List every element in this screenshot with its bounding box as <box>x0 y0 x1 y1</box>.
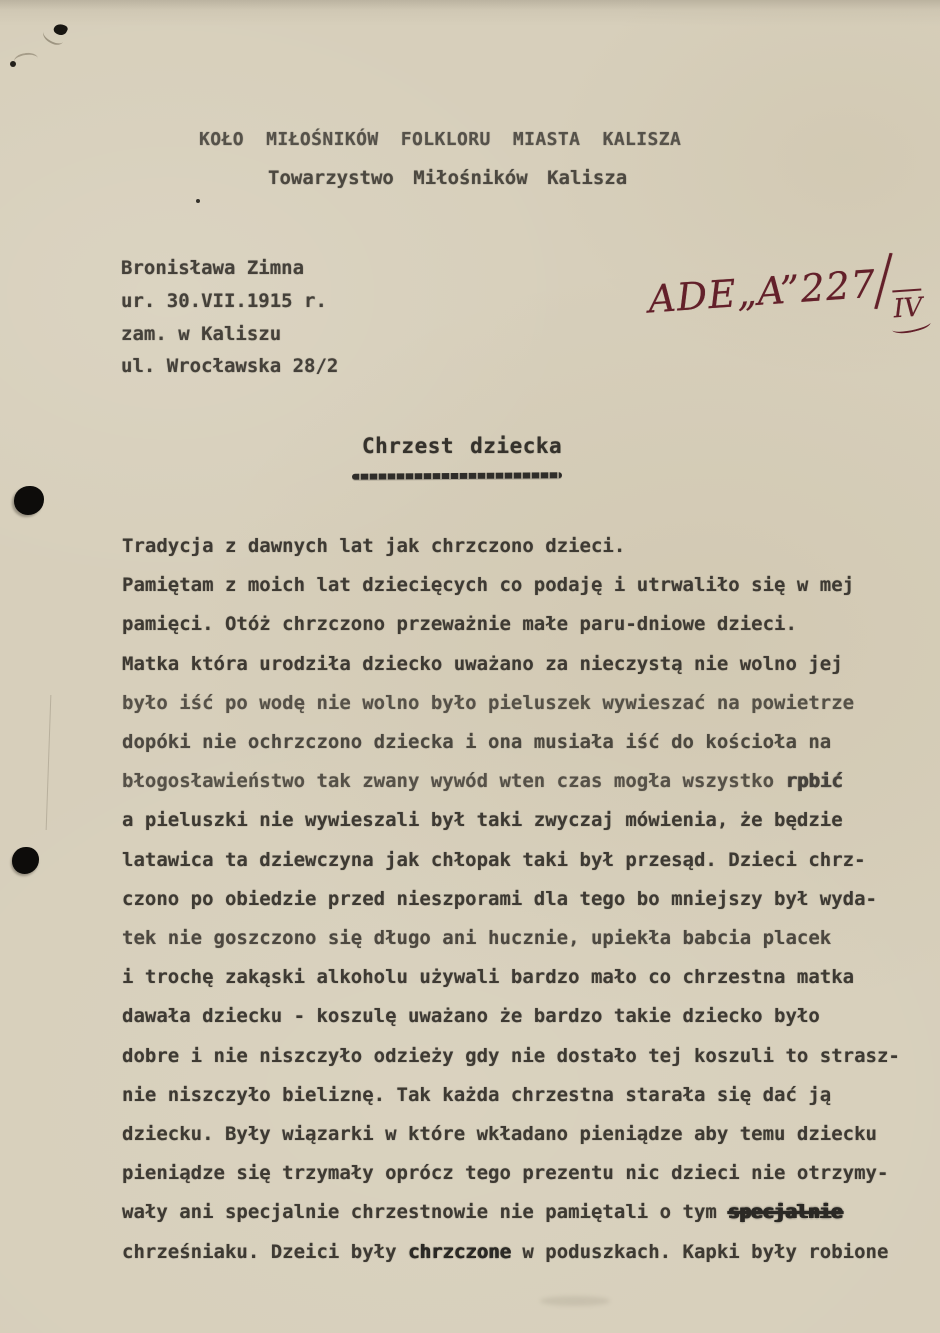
annotation-roman-numeral: IV <box>892 288 923 324</box>
organization-name: KOŁO MIŁOŚNIKÓW FOLKLORU MIASTA KALISZA <box>199 129 682 150</box>
body-text-line <box>122 723 922 762</box>
body-text-line <box>122 997 922 1036</box>
body-text-segment: Matka która urodziła dziecko uważano za nieczystą nie wolno jej <box>122 652 843 675</box>
body-text-line <box>122 919 922 958</box>
handwritten-archive-annotation <box>646 238 924 325</box>
body-text-segment: Tradycja z dawnych lat jak chrzczono dzieci. <box>122 535 626 557</box>
body-text-segment: i trochę zakąski alkoholu używali bardzo mało co chrzestna matka <box>122 966 855 989</box>
ink-speck <box>10 61 16 67</box>
ink-speck <box>196 199 200 203</box>
annotation-slash: / <box>876 238 891 321</box>
paper-crease <box>46 695 52 830</box>
body-text-line <box>122 1115 922 1154</box>
body-text-line <box>122 841 922 880</box>
body-text-segment: tek nie goszczono się długo ani hucznie, upiekła babcia placek <box>122 927 832 950</box>
body-text-segment: Pamiętam z moich lat dziecięcych co podaję i utrwaliło się w mej <box>122 574 855 597</box>
body-text-line <box>122 1193 922 1232</box>
hole-punch-mark <box>12 847 39 874</box>
author-residence: zam. w Kaliszu <box>121 322 282 345</box>
body-text-line <box>122 527 922 566</box>
body-text-line <box>122 762 922 801</box>
author-name: Bronisława Zimna <box>121 257 305 279</box>
body-text-segment: chrześniaku. Dzeici były <box>122 1240 408 1263</box>
body-text-line <box>122 645 922 684</box>
body-text-segment-bold: rpbić <box>785 770 843 793</box>
body-text-line <box>122 1233 922 1272</box>
body-text-line <box>122 1154 922 1193</box>
body-text-line <box>122 566 922 605</box>
body-text-line <box>122 958 922 997</box>
body-text-segment: błogosławieństwo tak zwany wywód wten czas mogła wszystko <box>122 770 786 793</box>
body-text-segment: dobre i nie niszczyło odzieży gdy nie dostało tej koszuli to strasz- <box>122 1044 900 1067</box>
body-text-segment: latawica ta dziewczyna jak chłopak taki był przesąd. Dzieci chrz- <box>122 848 866 871</box>
document-title: Chrzest dziecka <box>362 434 563 458</box>
body-text-segment: dziecku. Były wiązarki w które wkładano pieniądze aby temu dziecku <box>122 1123 877 1146</box>
body-text-segment: a pieluszki nie wywieszali był taki zwyczaj mówienia, że będzie <box>122 809 843 832</box>
annotation-signature: ADE„A”227 <box>646 261 878 322</box>
body-text-line <box>122 1076 922 1115</box>
ink-speck <box>52 22 68 37</box>
document-body <box>122 527 922 1272</box>
body-text-segment: pieniądze się trzymały oprócz tego prezentu nic dzieci nie otrzymy- <box>122 1162 889 1185</box>
body-text-line <box>122 801 922 840</box>
body-text-segment: dopóki nie ochrzczono dziecka i ona musiała iść do kościoła na <box>122 731 832 754</box>
author-birth-date: ur. 30.VII.1915 r. <box>121 289 327 312</box>
author-street-address: ul. Wrocławska 28/2 <box>121 355 339 378</box>
hole-punch-mark <box>14 486 44 515</box>
body-text-segment-bold: chrzczone <box>407 1240 511 1263</box>
body-text-segment: wały ani specjalnie chrzestnowie nie pamiętali o tym <box>122 1201 729 1224</box>
body-text-line <box>122 880 922 919</box>
body-text-line <box>122 605 922 644</box>
body-text-segment: pamięci. Otóż chrzczono przeważnie małe paru-dniowe dzieci. <box>122 613 797 636</box>
body-text-segment: było iść po wodę nie wolno było pieluszek wywieszać na powietrze <box>122 691 855 714</box>
body-text-segment: czono po obiedzie przed nieszporami dla tego bo mniejszy był wyda- <box>122 887 877 910</box>
body-text-segment: w poduszkach. Kapki były robione <box>510 1240 889 1263</box>
paper-smudge <box>540 1296 610 1306</box>
title-underline <box>352 472 562 479</box>
body-text-segment: dawała dziecku - koszulę uważano że bardzo takie dziecko było <box>122 1005 820 1028</box>
organization-subname: Towarzystwo Miłośników Kalisza <box>268 167 628 189</box>
body-text-segment: nie niszczyło bieliznę. Tak każda chrzestna starała się dać ją <box>122 1083 832 1106</box>
body-text-line <box>122 684 922 723</box>
body-text-line <box>122 1037 922 1076</box>
body-text-segment-struck: specjalnie <box>728 1201 843 1224</box>
author-block <box>121 252 338 383</box>
